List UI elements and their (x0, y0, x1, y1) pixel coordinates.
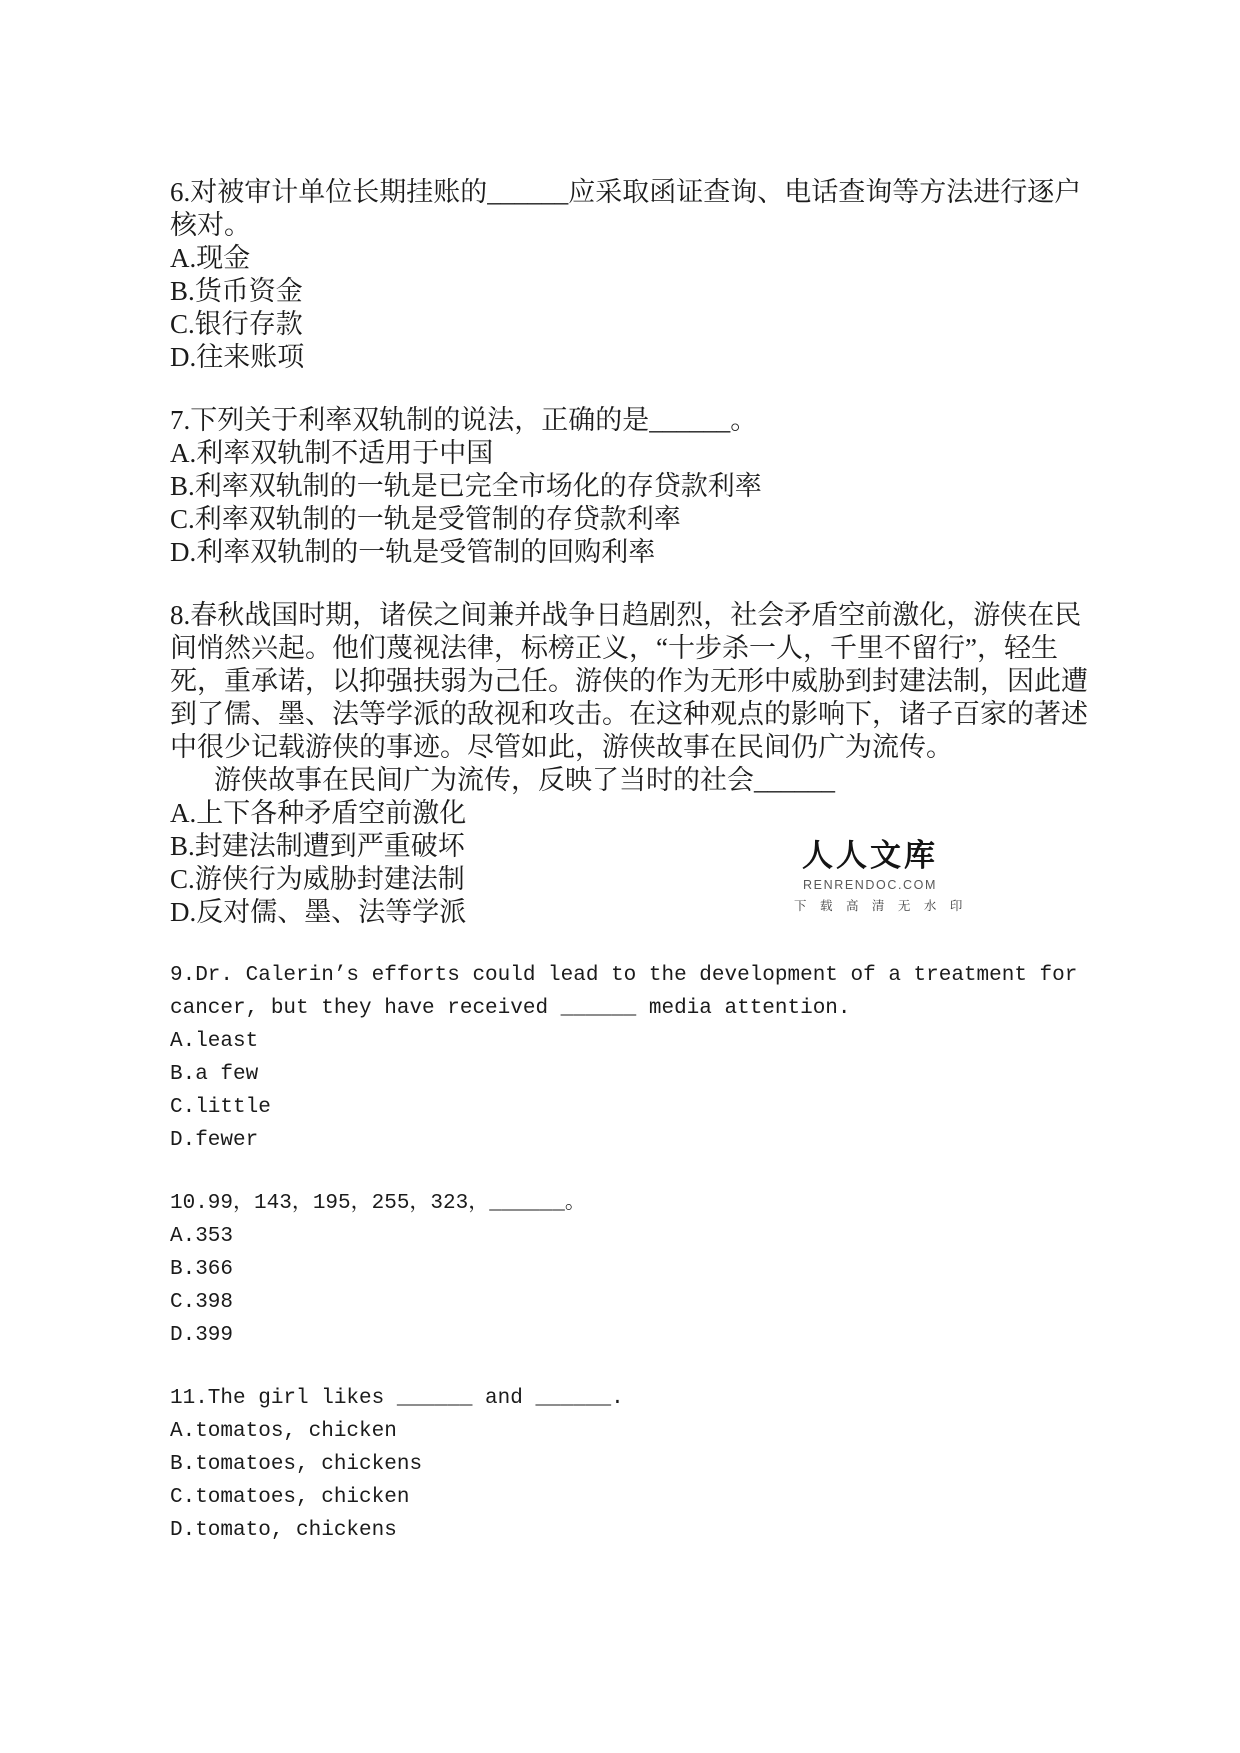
question-10 (170, 1187, 1170, 1352)
question-7-option-b: B.利率双轨制的一轨是已完全市场化的存贷款利率 (170, 471, 762, 501)
question-8-text-line-4: 到了儒、墨、法等学派的敌视和攻击。在这种观点的影响下，诸子百家的著述 (170, 699, 1088, 729)
question-7 (170, 404, 1170, 569)
question-8-stem-line: 游侠故事在民间广为流传，反映了当时的社会______ (214, 765, 835, 795)
question-7-option-a: A.利率双轨制不适用于中国 (170, 438, 494, 468)
question-6-text-line-2: 核对。 (170, 210, 251, 240)
question-6-option-c: C.银行存款 (170, 309, 303, 339)
question-9-option-b: B.a few (170, 1063, 259, 1086)
question-10-text-line-1: 10.99，143，195，255，323，______。 (170, 1192, 586, 1215)
question-11 (170, 1382, 1170, 1547)
question-6 (170, 176, 1170, 374)
question-8-option-d: D.反对儒、墨、法等学派 (170, 897, 467, 927)
question-8-option-c: C.游侠行为威胁封建法制 (170, 864, 465, 894)
question-10-option-a: A.353 (170, 1225, 234, 1248)
question-8-text-line-2: 间悄然兴起。他们蔑视法律，标榜正义，“十步杀一人，千里不留行”，轻生 (170, 633, 1058, 663)
question-10-option-b: B.366 (170, 1258, 234, 1281)
question-6-text-line-1: 6.对被审计单位长期挂账的______应采取函证查询、电话查询等方法进行逐户 (170, 177, 1082, 207)
question-8-text-line-5: 中很少记载游侠的事迹。尽管如此，游侠故事在民间仍广为流传。 (170, 732, 953, 762)
question-6-option-d: D.往来账项 (170, 342, 305, 372)
question-9-option-d: D.fewer (170, 1129, 259, 1152)
question-8-text-line-1: 8.春秋战国时期，诸侯之间兼并战争日趋剧烈，社会矛盾空前激化，游侠在民 (170, 600, 1082, 630)
question-9-option-a: A.least (170, 1030, 259, 1053)
question-11-option-d: D.tomato, chickens (170, 1519, 397, 1542)
question-6-option-b: B.货币资金 (170, 276, 303, 306)
watermark-domain-text: RENRENDOC.COM (803, 877, 937, 892)
question-10-option-d: D.399 (170, 1324, 234, 1347)
question-11-option-a: A.tomatos, chicken (170, 1420, 397, 1443)
question-9-text-line-2: cancer, but they have received ______ media attention. (170, 997, 851, 1020)
question-9-text-line-1: 9.Dr. Calerin’s efforts could lead to the development of a treatment for (170, 964, 1078, 987)
watermark (794, 838, 968, 914)
question-8-option-a: A.上下各种矛盾空前激化 (170, 798, 467, 828)
question-7-text-line-1: 7.下列关于利率双轨制的说法，正确的是______。 (170, 405, 758, 435)
question-11-option-c: C.tomatoes, chicken (170, 1486, 410, 1509)
question-8-option-b: B.封建法制遭到严重破坏 (170, 831, 465, 861)
question-11-option-b: B.tomatoes, chickens (170, 1453, 423, 1476)
question-10-option-c: C.398 (170, 1291, 234, 1314)
question-8 (170, 599, 1170, 929)
question-7-option-d: D.利率双轨制的一轨是受管制的回购利率 (170, 537, 656, 567)
question-7-option-c: C.利率双轨制的一轨是受管制的存贷款利率 (170, 504, 681, 534)
question-8-text-line-3: 死，重承诺，以抑强扶弱为己任。游侠的作为无形中威胁到封建法制，因此遭 (170, 666, 1088, 696)
watermark-tagline-text: 下 载 高 清 无 水 印 (794, 898, 968, 913)
question-9 (170, 959, 1170, 1157)
question-6-option-a: A.现金 (170, 243, 251, 273)
questions-area (170, 176, 1170, 1577)
watermark-logo-text: 人人文库 (802, 838, 938, 873)
question-9-option-c: C.little (170, 1096, 271, 1119)
question-11-text-line-1: 11.The girl likes ______ and ______. (170, 1387, 624, 1410)
